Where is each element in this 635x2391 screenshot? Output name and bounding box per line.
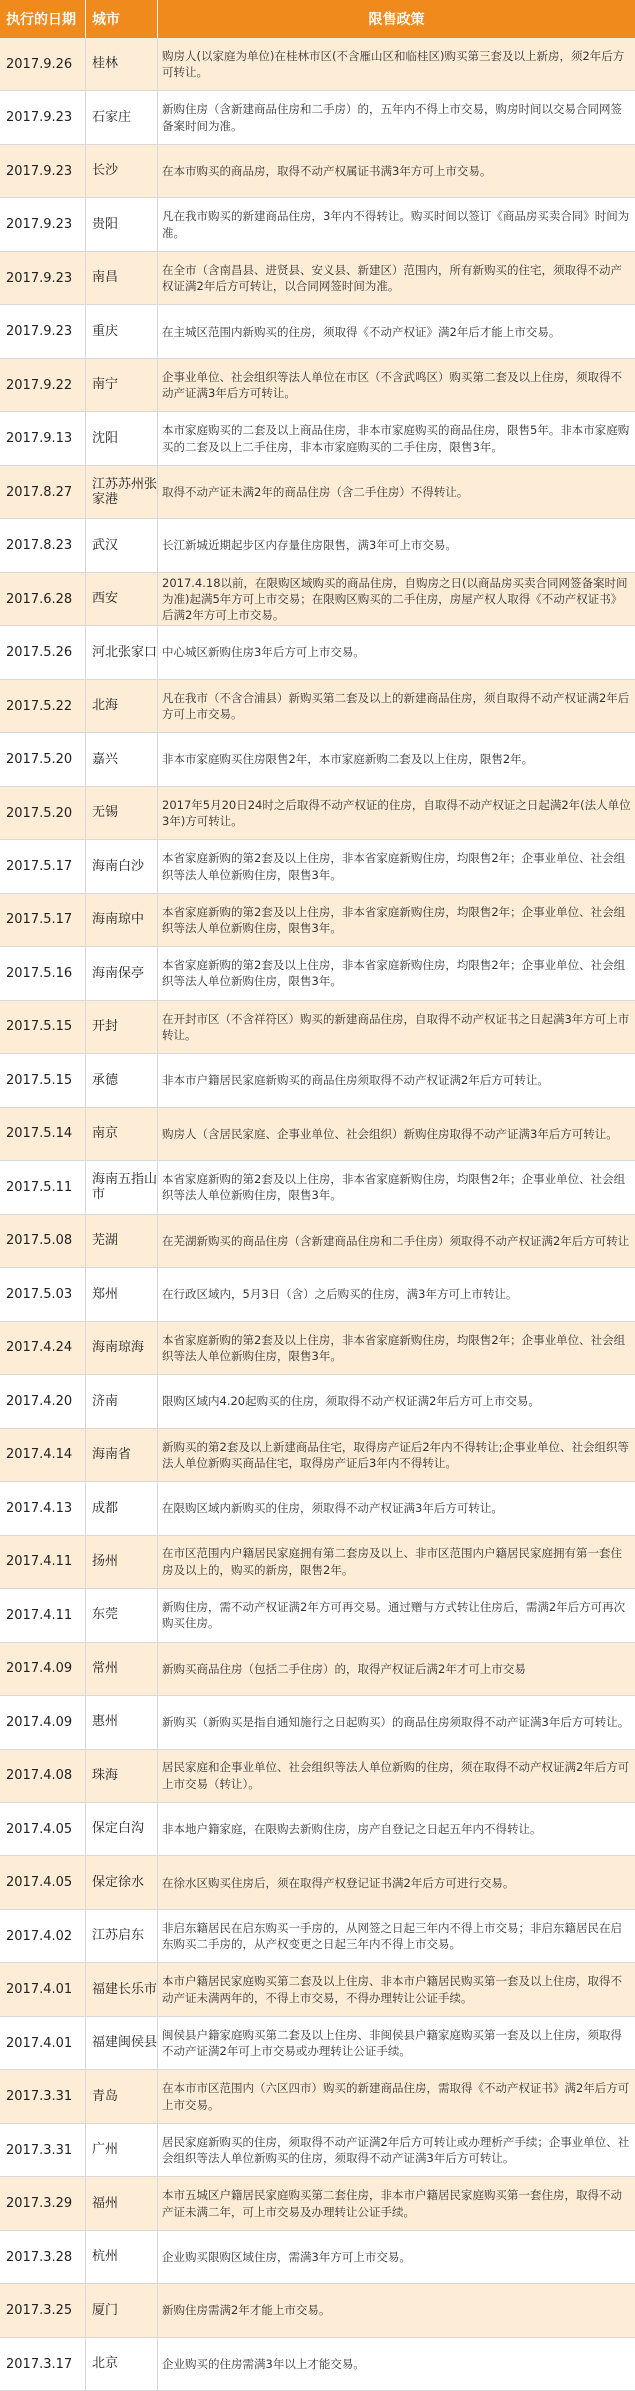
table-row	[0, 1322, 635, 1375]
policy-cell: 长江新城近期起步区内存量住房限售，满3年可上市交易。	[162, 538, 457, 553]
policy-cell: 限购区域内4.20起购买的住房，须取得不动产权证满2年后方可上市交易。	[162, 1394, 540, 1409]
policy-cell: 企事业单位、社会组织等法人单位在市区（不含武鸣区）购买第二套及以上住房，须取得不动产证满3年后方可转让。	[162, 369, 622, 401]
table-row	[0, 198, 635, 251]
table-header	[0, 0, 635, 38]
date-cell: 2017.3.29	[0, 2177, 86, 2229]
policy-cell: 在开封市区（不含祥符区）购买的新建商品住房，自取得不动产权证书之日起满3年方可上市转让。	[162, 1011, 630, 1042]
date-cell: 2017.5.26	[0, 626, 86, 678]
policy-cell: 在行政区域内，5月3日（含）之后购买的住房，满3年方可上市转让。	[162, 1287, 518, 1302]
policy-cell: 新购买的第2套及以上新建商品住宅，取得房产证后2年内不得转让;企事业单位、社会组织等法人单位新购买商品住宅，取得房产证后3年内不得转让。	[162, 1439, 630, 1470]
policy-cell: 非本地户籍家庭，在限购去新购住房，房产自登记之日起五年内不得转让。	[162, 1822, 542, 1837]
policy-cell: 在市区范围内户籍居民家庭拥有第二套房及以上、非市区范围内户籍居民家庭拥有第一套住房及以上的，购买的新房，限售2年。	[162, 1546, 622, 1577]
header-city: 城市	[86, 0, 158, 38]
table-row	[0, 787, 635, 840]
table-row	[0, 1589, 635, 1642]
date-cell: 2017.4.14	[0, 1429, 86, 1481]
date-cell: 2017.9.26	[0, 38, 86, 90]
city-cell: 南昌	[86, 252, 158, 304]
city-cell: 长沙	[86, 145, 158, 197]
policy-cell: 本省家庭新购的第2套及以上住房，非本省家庭新购住房，均限售2年；企事业单位、社会组织等法人单位新购住房，限售3年。	[162, 1172, 626, 1203]
table-row	[0, 305, 635, 358]
date-cell: 2017.4.11	[0, 1589, 86, 1641]
table-row	[0, 573, 635, 626]
policy-cell: 本省家庭新购的第2套及以上住房，非本省家庭新购住房，均限售2年；企事业单位、社会组织等法人单位新购住房，限售3年。	[162, 1332, 626, 1363]
city-cell: 西安	[86, 573, 158, 625]
date-cell: 2017.9.23	[0, 91, 86, 143]
table-row	[0, 680, 635, 733]
city-cell: 石家庄	[86, 91, 158, 143]
table-row	[0, 2124, 635, 2177]
city-cell: 常州	[86, 1643, 158, 1695]
date-cell: 2017.9.23	[0, 252, 86, 304]
city-cell: 郑州	[86, 1268, 158, 1320]
policy-cell: 新购住房需满2年才能上市交易。	[162, 2303, 331, 2318]
date-cell: 2017.3.31	[0, 2070, 86, 2122]
policy-cell: 在芜湖新购买的商品住房（含新建商品住房和二手住房）须取得不动产权证满2年后方可转让	[162, 1233, 630, 1248]
policy-cell: 取得不动产证未满2年的商品住房（含二手住房）不得转让。	[162, 484, 469, 499]
policy-cell: 凡在我市（不含合浦县）新购买第二套及以上的新建商品住房，须自取得不动产权证满2年后方可上市交易。	[162, 690, 630, 722]
date-cell: 2017.9.23	[0, 305, 86, 357]
policy-cell: 闽侯县户籍家庭购买第二套及以上住房、非闽侯县户籍家庭购买第一套及以上住房，须取得不动产证满2年可上市交易或办理转让公证手续。	[162, 2027, 622, 2059]
table-row	[0, 1161, 635, 1214]
table-row	[0, 519, 635, 572]
policy-cell: 新购买商品住房（包括二手住房）的，取得产权证后满2年才可上市交易	[162, 1661, 526, 1676]
city-cell: 杭州	[86, 2231, 158, 2283]
table-row	[0, 1963, 635, 2016]
city-cell: 成都	[86, 1482, 158, 1534]
policy-cell: 企业购买限购区域住房，需满3年方可上市交易。	[162, 2249, 411, 2264]
table-row	[0, 2017, 635, 2070]
table-row	[0, 1268, 635, 1321]
city-cell: 惠州	[86, 1696, 158, 1748]
date-cell: 2017.4.09	[0, 1696, 86, 1748]
table-row	[0, 2070, 635, 2123]
city-cell: 保定徐水	[86, 1856, 158, 1908]
city-cell: 承德	[86, 1054, 158, 1106]
date-cell: 2017.4.13	[0, 1482, 86, 1534]
city-cell: 福州	[86, 2177, 158, 2229]
table-row	[0, 626, 635, 679]
table-row	[0, 1215, 635, 1268]
date-cell: 2017.9.23	[0, 145, 86, 197]
date-cell: 2017.6.28	[0, 573, 86, 625]
date-cell: 2017.5.17	[0, 840, 86, 892]
table-row	[0, 1108, 635, 1161]
table-row	[0, 733, 635, 786]
city-cell: 嘉兴	[86, 733, 158, 785]
date-cell: 2017.4.05	[0, 1803, 86, 1855]
city-cell: 海南白沙	[86, 840, 158, 892]
policy-cell: 在本市市区范围内（六区四市）购买的新建商品住房，需取得《不动产权证书》满2年后方可上市交易。	[162, 2081, 630, 2112]
policy-cell: 新购住房，需不动产权证满2年方可再交易。通过赠与方式转让住房后，需满2年后方可再次购买住房。	[162, 1599, 626, 1631]
table-row	[0, 1750, 635, 1803]
city-cell: 芜湖	[86, 1215, 158, 1267]
date-cell: 2017.4.11	[0, 1536, 86, 1588]
policy-cell: 凡在我市购买的新建商品住房，3年内不得转让。购买时间以签订《商品房买卖合同》时间为准。	[162, 209, 630, 240]
policy-cell: 本省家庭新购的第2套及以上住房，非本省家庭新购住房，均限售2年；企事业单位、社会组织等法人单位新购住房，限售3年。	[162, 904, 626, 935]
table-row	[0, 1054, 635, 1107]
date-cell: 2017.5.20	[0, 733, 86, 785]
date-cell: 2017.9.22	[0, 359, 86, 411]
city-cell: 沈阳	[86, 412, 158, 464]
policy-cell: 本省家庭新购的第2套及以上住房，非本省家庭新购住房，均限售2年；企事业单位、社会组织等法人单位新购住房，限售3年。	[162, 851, 626, 882]
city-cell: 南宁	[86, 359, 158, 411]
city-cell: 重庆	[86, 305, 158, 357]
policy-cell: 在本市购买的商品房，取得不动产权属证书满3年方可上市交易。	[162, 164, 492, 179]
table-row	[0, 2284, 635, 2337]
city-cell: 扬州	[86, 1536, 158, 1588]
city-cell: 江苏苏州张家港	[86, 466, 158, 518]
policy-cell: 非启东籍居民在启东购买一手房的，从网签之日起三年内不得上市交易；非启东籍居民在启东购买二手房的，从产权变更之日起三年内不得上市交易。	[162, 1920, 622, 1952]
city-cell: 海南五指山市	[86, 1161, 158, 1213]
table-row	[0, 252, 635, 305]
city-cell: 南京	[86, 1108, 158, 1160]
date-cell: 2017.5.11	[0, 1161, 86, 1213]
table-row	[0, 1001, 635, 1054]
policy-cell: 本市家庭购买的二套及以上商品住房，非本市家庭购买的商品住房，限售5年。非本市家庭购买的二套及以上二手住房，非本市家庭购买的二手住房，限售3年。	[162, 423, 630, 454]
city-cell: 珠海	[86, 1750, 158, 1802]
date-cell: 2017.4.24	[0, 1322, 86, 1374]
city-cell: 北海	[86, 680, 158, 732]
table-row	[0, 1803, 635, 1856]
date-cell: 2017.5.08	[0, 1215, 86, 1267]
city-cell: 海南省	[86, 1429, 158, 1481]
city-cell: 广州	[86, 2124, 158, 2176]
policy-cell: 企业购买的住房需满3年以上才能交易。	[162, 2356, 365, 2371]
table-row	[0, 412, 635, 465]
policy-cell: 2017.4.18以前，在限购区域购买的商品住房，自购房之日(以商品房买卖合同网签备案时间为准)起满5年方可上市交易；在限购区购买的二手住房，房屋产权人取得《不动产权证书》后满2年方可上市交易。	[162, 575, 628, 623]
date-cell: 2017.4.05	[0, 1856, 86, 1908]
table-row	[0, 466, 635, 519]
table-row	[0, 1375, 635, 1428]
date-cell: 2017.3.31	[0, 2124, 86, 2176]
table-row	[0, 1429, 635, 1482]
date-cell: 2017.5.22	[0, 680, 86, 732]
city-cell: 河北张家口	[86, 626, 158, 678]
city-cell: 江苏启东	[86, 1910, 158, 1962]
header-date: 执行的日期	[0, 0, 86, 38]
table-row	[0, 947, 635, 1000]
date-cell: 2017.5.15	[0, 1001, 86, 1053]
city-cell: 海南琼中	[86, 894, 158, 946]
table-row	[0, 359, 635, 412]
date-cell: 2017.4.08	[0, 1750, 86, 1802]
date-cell: 2017.5.17	[0, 894, 86, 946]
policy-cell: 中心城区新购住房3年后方可上市交易。	[162, 645, 365, 660]
date-cell: 2017.3.28	[0, 2231, 86, 2283]
city-cell: 厦门	[86, 2284, 158, 2336]
city-cell: 无锡	[86, 787, 158, 839]
date-cell: 2017.8.23	[0, 519, 86, 571]
policy-cell: 在限购区域内新购买的住房，须取得不动产权证满3年后方可转让。	[162, 1501, 503, 1516]
date-cell: 2017.4.02	[0, 1910, 86, 1962]
city-cell: 福建闽侯县	[86, 2017, 158, 2069]
city-cell: 东莞	[86, 1589, 158, 1641]
policy-cell: 购房人（含居民家庭、企事业单位、社会组织）新购住房取得不动产证满3年后方可转让。	[162, 1126, 618, 1141]
date-cell: 2017.8.27	[0, 466, 86, 518]
date-cell: 2017.5.15	[0, 1054, 86, 1106]
policy-cell: 新购买（新购买是指自通知施行之日起购买）的商品住房须取得不动产证满3年后方可转让。	[162, 1715, 630, 1730]
table-row	[0, 1536, 635, 1589]
city-cell: 福建长乐市	[86, 1963, 158, 2015]
policy-cell: 非本市户籍居民家庭新购买的商品住房须取得不动产权证满2年后方可转让。	[162, 1073, 549, 1088]
policy-cell: 本市五城区户籍居民家庭购买第二套住房，非本市户籍居民家庭购买第一套住房，取得不动产证未满二年，可上市交易及办理转让公证手续。	[162, 2188, 622, 2219]
table-row	[0, 1643, 635, 1696]
table-row	[0, 91, 635, 144]
policy-cell: 居民家庭和企事业单位、社会组织等法人单位新购的住房，须在取得不动产权证满2年后方可上市交易（转让）。	[162, 1760, 630, 1791]
city-cell: 保定白沟	[86, 1803, 158, 1855]
city-cell: 贵阳	[86, 198, 158, 250]
policy-cell: 在主城区范围内新购买的住房，须取得《不动产权证》满2年后才能上市交易。	[162, 324, 561, 339]
city-cell: 海南保亭	[86, 947, 158, 999]
city-cell: 北京	[86, 2338, 158, 2390]
date-cell: 2017.4.20	[0, 1375, 86, 1427]
table-body	[0, 38, 635, 2391]
table-row	[0, 38, 635, 91]
city-cell: 青岛	[86, 2070, 158, 2122]
city-cell: 武汉	[86, 519, 158, 571]
policy-cell: 在徐水区购买住房后，须在取得产权登记证书满2年后方可进行交易。	[162, 1875, 515, 1890]
date-cell: 2017.4.09	[0, 1643, 86, 1695]
date-cell: 2017.4.01	[0, 1963, 86, 2015]
policy-cell: 在全市（含南昌县、进贤县、安义县、新建区）范围内，所有新购买的住宅，须取得不动产权证满2年后方可转让，以合同网签时间为准。	[162, 262, 622, 294]
city-cell: 济南	[86, 1375, 158, 1427]
date-cell: 2017.3.25	[0, 2284, 86, 2336]
policy-cell: 购房人(以家庭为单位)在桂林市区(不含雁山区和临桂区)购买第三套及以上新房，须2年后方可转让。	[162, 48, 625, 80]
table-row	[0, 894, 635, 947]
city-cell: 开封	[86, 1001, 158, 1053]
date-cell: 2017.5.20	[0, 787, 86, 839]
policy-cell: 新购住房（含新建商品住房和二手房）的，五年内不得上市交易，购房时间以交易合同网签备案时间为准。	[162, 102, 622, 133]
header-policy: 限售政策	[368, 12, 425, 28]
date-cell: 2017.9.13	[0, 412, 86, 464]
date-cell: 2017.9.23	[0, 198, 86, 250]
policy-cell: 居民家庭新购买的住房，须取得不动产证满2年后方可转让或办理析产手续；企事业单位、社会组织等法人单位新购买的住房，须取得不动产证满3年后方可转让。	[162, 2134, 630, 2166]
date-cell: 2017.3.17	[0, 2338, 86, 2390]
date-cell: 2017.5.03	[0, 1268, 86, 1320]
table-row	[0, 2177, 635, 2230]
policy-cell: 本市户籍居民家庭购买第二套及以上住房、非本市户籍居民购买第一套及以上住房，取得不动产证未满两年的，不得上市交易，不得办理转让公证手续。	[162, 1974, 622, 2005]
table-row	[0, 2231, 635, 2284]
policy-cell: 非本市家庭购买住房限售2年，本市家庭新购二套及以上住房，限售2年。	[162, 752, 534, 767]
table-row	[0, 1856, 635, 1909]
date-cell: 2017.4.01	[0, 2017, 86, 2069]
table-row	[0, 1696, 635, 1749]
table-row	[0, 2338, 635, 2391]
city-cell: 海南琼海	[86, 1322, 158, 1374]
table-row	[0, 1910, 635, 1963]
table-row	[0, 840, 635, 893]
table-row	[0, 145, 635, 198]
date-cell: 2017.5.14	[0, 1108, 86, 1160]
date-cell: 2017.5.16	[0, 947, 86, 999]
policy-cell: 2017年5月20日24时之后取得不动产权证的住房，自取得不动产权证之日起满2年(法人单位3年)方可转让。	[162, 797, 631, 829]
policy-cell: 本省家庭新购的第2套及以上住房，非本省家庭新购住房，均限售2年；企事业单位、社会组织等法人单位新购住房，限售3年。	[162, 958, 626, 989]
city-cell: 桂林	[86, 38, 158, 90]
table-row	[0, 1482, 635, 1535]
